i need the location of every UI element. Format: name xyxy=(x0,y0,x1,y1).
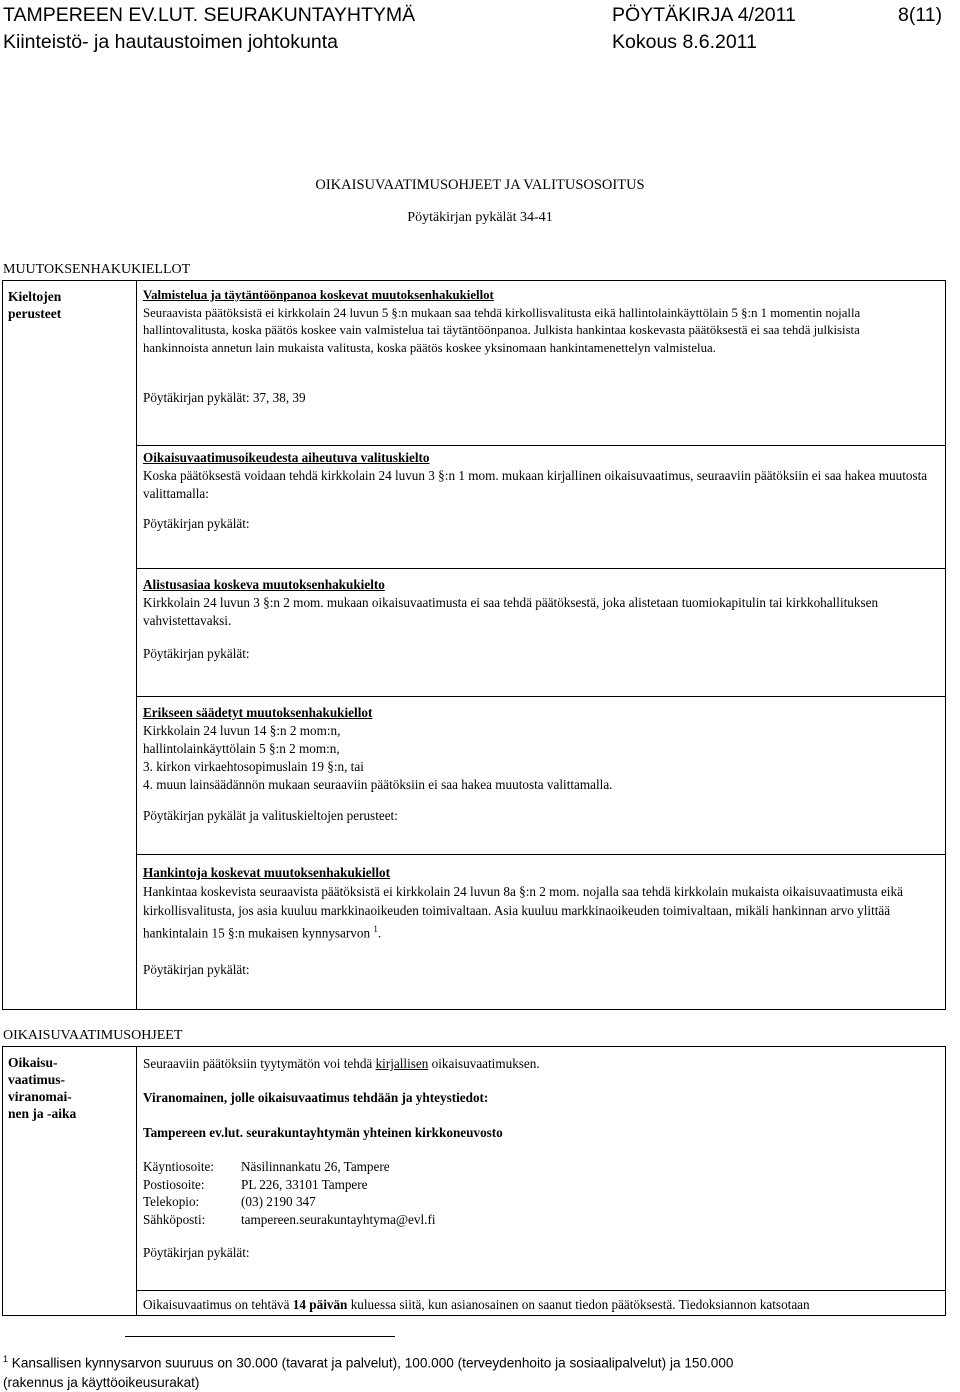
paragraph-citation: Pöytäkirjan pykälät: xyxy=(143,962,250,977)
authority-name: Tampereen ev.lut. seurakuntayhtymän yhteinen kirkkoneuvosto xyxy=(143,1125,503,1140)
side-label-grounds: Kieltojen perusteet xyxy=(8,289,62,321)
block-line: hallintolainkäyttölain 5 §:n 2 mom:n, xyxy=(143,741,340,756)
page-title: OIKAISUVAATIMUSOHJEET JA VALITUSOSOITUS xyxy=(315,177,645,193)
rectification-column-divider xyxy=(136,1046,137,1316)
block-rectification-ban xyxy=(143,449,928,503)
contact-details xyxy=(143,1158,436,1228)
block-text: Koska päätöksestä voidaan tehdä kirkkolain 24 luvun 3 §:n 1 mom. mukaan kirjallinen oikaisuvaatimus, seuraaviin päätöksiin ei saa hakea muutosta valittamalla: xyxy=(143,468,928,501)
side-label-authority-and-time: Oikaisu- vaatimus- viranomai- nen ja -aika xyxy=(8,1055,77,1121)
paragraph-citation: Pöytäkirjan pykälät ja valituskieltojen perusteet: xyxy=(143,808,398,823)
block-divider xyxy=(136,445,946,446)
block-procurement-bans: Hankintoja koskevat muutoksenhakukiellot Hankintaa koskevista seuraavista päätöksistä ei kirkkolain 24 luvun 8a §:n 2 mom. nojalla saa tehdä kirkkolain mukaista oikaisuvaatimusta eikä kirkollisvalitusta, jos asia kuuluu markkinaoikeuden toimivaltaan. Asia kuuluu markkinaoikeuden toimivaltaan, mikäli hankinnan arvo ylittää hankintalain 15 §:n mukaisen kynnysarvon $^1$. xyxy=(143,865,903,941)
contact-email: Sähköposti: tampereen.seurakuntayhtyma@evl.fi xyxy=(143,1211,436,1227)
header-meeting: Kokous 8.6.2011 xyxy=(612,31,757,53)
paragraph-citation: Pöytäkirjan pykälät: xyxy=(143,516,250,531)
footnote-separator xyxy=(125,1336,395,1337)
page-subtitle: Pöytäkirjan pykälät 34-41 xyxy=(407,210,553,225)
block-title: Valmistelua ja täytäntöönpanoa koskevat muutoksenhakukiellot xyxy=(143,288,494,302)
section-heading-rectification: OIKAISUVAATIMUSOHJEET xyxy=(3,1028,183,1043)
rectification-deadline: Oikaisuvaatimus on tehtävä 14 päivän kuluessa siitä, kun asianosainen on saanut tiedon päätöksestä. Tiedoksiannon katsotaan xyxy=(143,1297,810,1312)
block-text: Kirkkolain 24 luvun 3 §:n 2 mom. mukaan oikaisuvaatimusta ei saa tehdä päätöksestä, joka alistetaan tuomiokapitulin tai kirkkohallituksen vahvistettavaksi. xyxy=(143,595,879,628)
block-preparation-ban xyxy=(143,287,928,357)
block-line: 3. kirkon virkaehtosopimuslain 19 §:n, tai xyxy=(143,759,364,774)
block-text: Seuraavista päätöksistä ei kirkkolain 24 luvun 5 §:n mukaan saa tehdä kirkollisvalitusta eikä hallintolainkäyttölain 5 §:n 1 momentin nojalla hallintovalitusta, koska päätös koskee vain valmistelua tai täytäntöönpanoa. Julkista hankintaa koskevasta päätöksestä ei saa tehdä julkisista hankinnoista annetun lain mukaista valitusta, koska päätös koskee yksinomaan hankintamenettelyn valmistelua. xyxy=(143,305,861,355)
authority-heading: Viranomainen, jolle oikaisuvaatimus tehdään ja yhteystiedot: xyxy=(143,1090,489,1105)
block-title: Hankintoja koskevat muutoksenhakukiellot xyxy=(143,865,390,880)
header-protocol: PÖYTÄKIRJA 4/2011 xyxy=(612,4,796,26)
block-divider xyxy=(136,696,946,697)
block-divider xyxy=(136,1290,946,1291)
block-divider xyxy=(136,568,946,569)
footnote-reference: 1 xyxy=(373,924,378,934)
footnote-marker: 1 xyxy=(3,1354,9,1364)
header-org: TAMPEREEN EV.LUT. SEURAKUNTAYHTYMÄ xyxy=(3,4,416,26)
rectification-intro: Seuraaviin päätöksiin tyytymätön voi tehdä kirjallisen oikaisuvaatimuksen. xyxy=(143,1056,540,1071)
header-page-number: 8(11) xyxy=(898,4,943,26)
contact-visiting-address: Käyntiosoite: Näsilinnankatu 26, Tampere xyxy=(143,1159,390,1174)
header-body: Kiinteistö- ja hautaustoimen johtokunta xyxy=(3,31,338,53)
block-confirmation-ban xyxy=(143,576,928,630)
block-divider xyxy=(136,854,946,855)
block-text: Hankintaa koskevista seuraavista päätöksistä ei kirkkolain 24 luvun 8a §:n 2 mom. nojalla saa tehdä kirkkolain mukaista oikaisuvaatimusta eikä kirkollisvalitusta, jos asia kuuluu markkinaoikeuden toimivaltaan. Asia kuuluu markkinaoikeuden toimivaltaan, mikäli hankinnan arvo ylittää hankintalain 15 §:n mukaisen kynnysarvon xyxy=(143,884,903,941)
section-heading-appeal-bans: MUUTOKSENHAKUKIELLOT xyxy=(3,262,191,277)
footnote-text: Kansallisen kynnysarvon suuruus on 30.000 (tavarat ja palvelut), 100.000 (terveydenhoito ja sosiaalipalvelut) ja 150.000 xyxy=(8,1355,734,1371)
block-line: Kirkkolain 24 luvun 14 §:n 2 mom:n, xyxy=(143,723,341,738)
block-title: Oikaisuvaatimusoikeudesta aiheutuva valituskielto xyxy=(143,450,430,465)
footnote xyxy=(3,1350,733,1392)
footnote-text-continued: (rakennus ja käyttöoikeusurakat) xyxy=(3,1374,200,1390)
block-title: Alistusasiaa koskeva muutoksenhakukielto xyxy=(143,577,385,592)
appeal-bans-column-divider xyxy=(136,280,137,1010)
block-title: Erikseen säädetyt muutoksenhakukiellot xyxy=(143,705,373,720)
paragraph-citation: Pöytäkirjan pykälät: xyxy=(143,646,250,661)
contact-fax: Telekopio: (03) 2190 347 xyxy=(143,1194,316,1209)
block-statutory-bans xyxy=(143,704,928,794)
contact-postal-address: Postiosoite: PL 226, 33101 Tampere xyxy=(143,1176,368,1192)
paragraph-citation: Pöytäkirjan pykälät: 37, 38, 39 xyxy=(143,390,306,405)
block-line: 4. muun lainsäädännön mukaan seuraaviin päätöksiin ei saa hakea muutosta valittamalla. xyxy=(143,777,613,792)
paragraph-citation: Pöytäkirjan pykälät: xyxy=(143,1245,250,1260)
